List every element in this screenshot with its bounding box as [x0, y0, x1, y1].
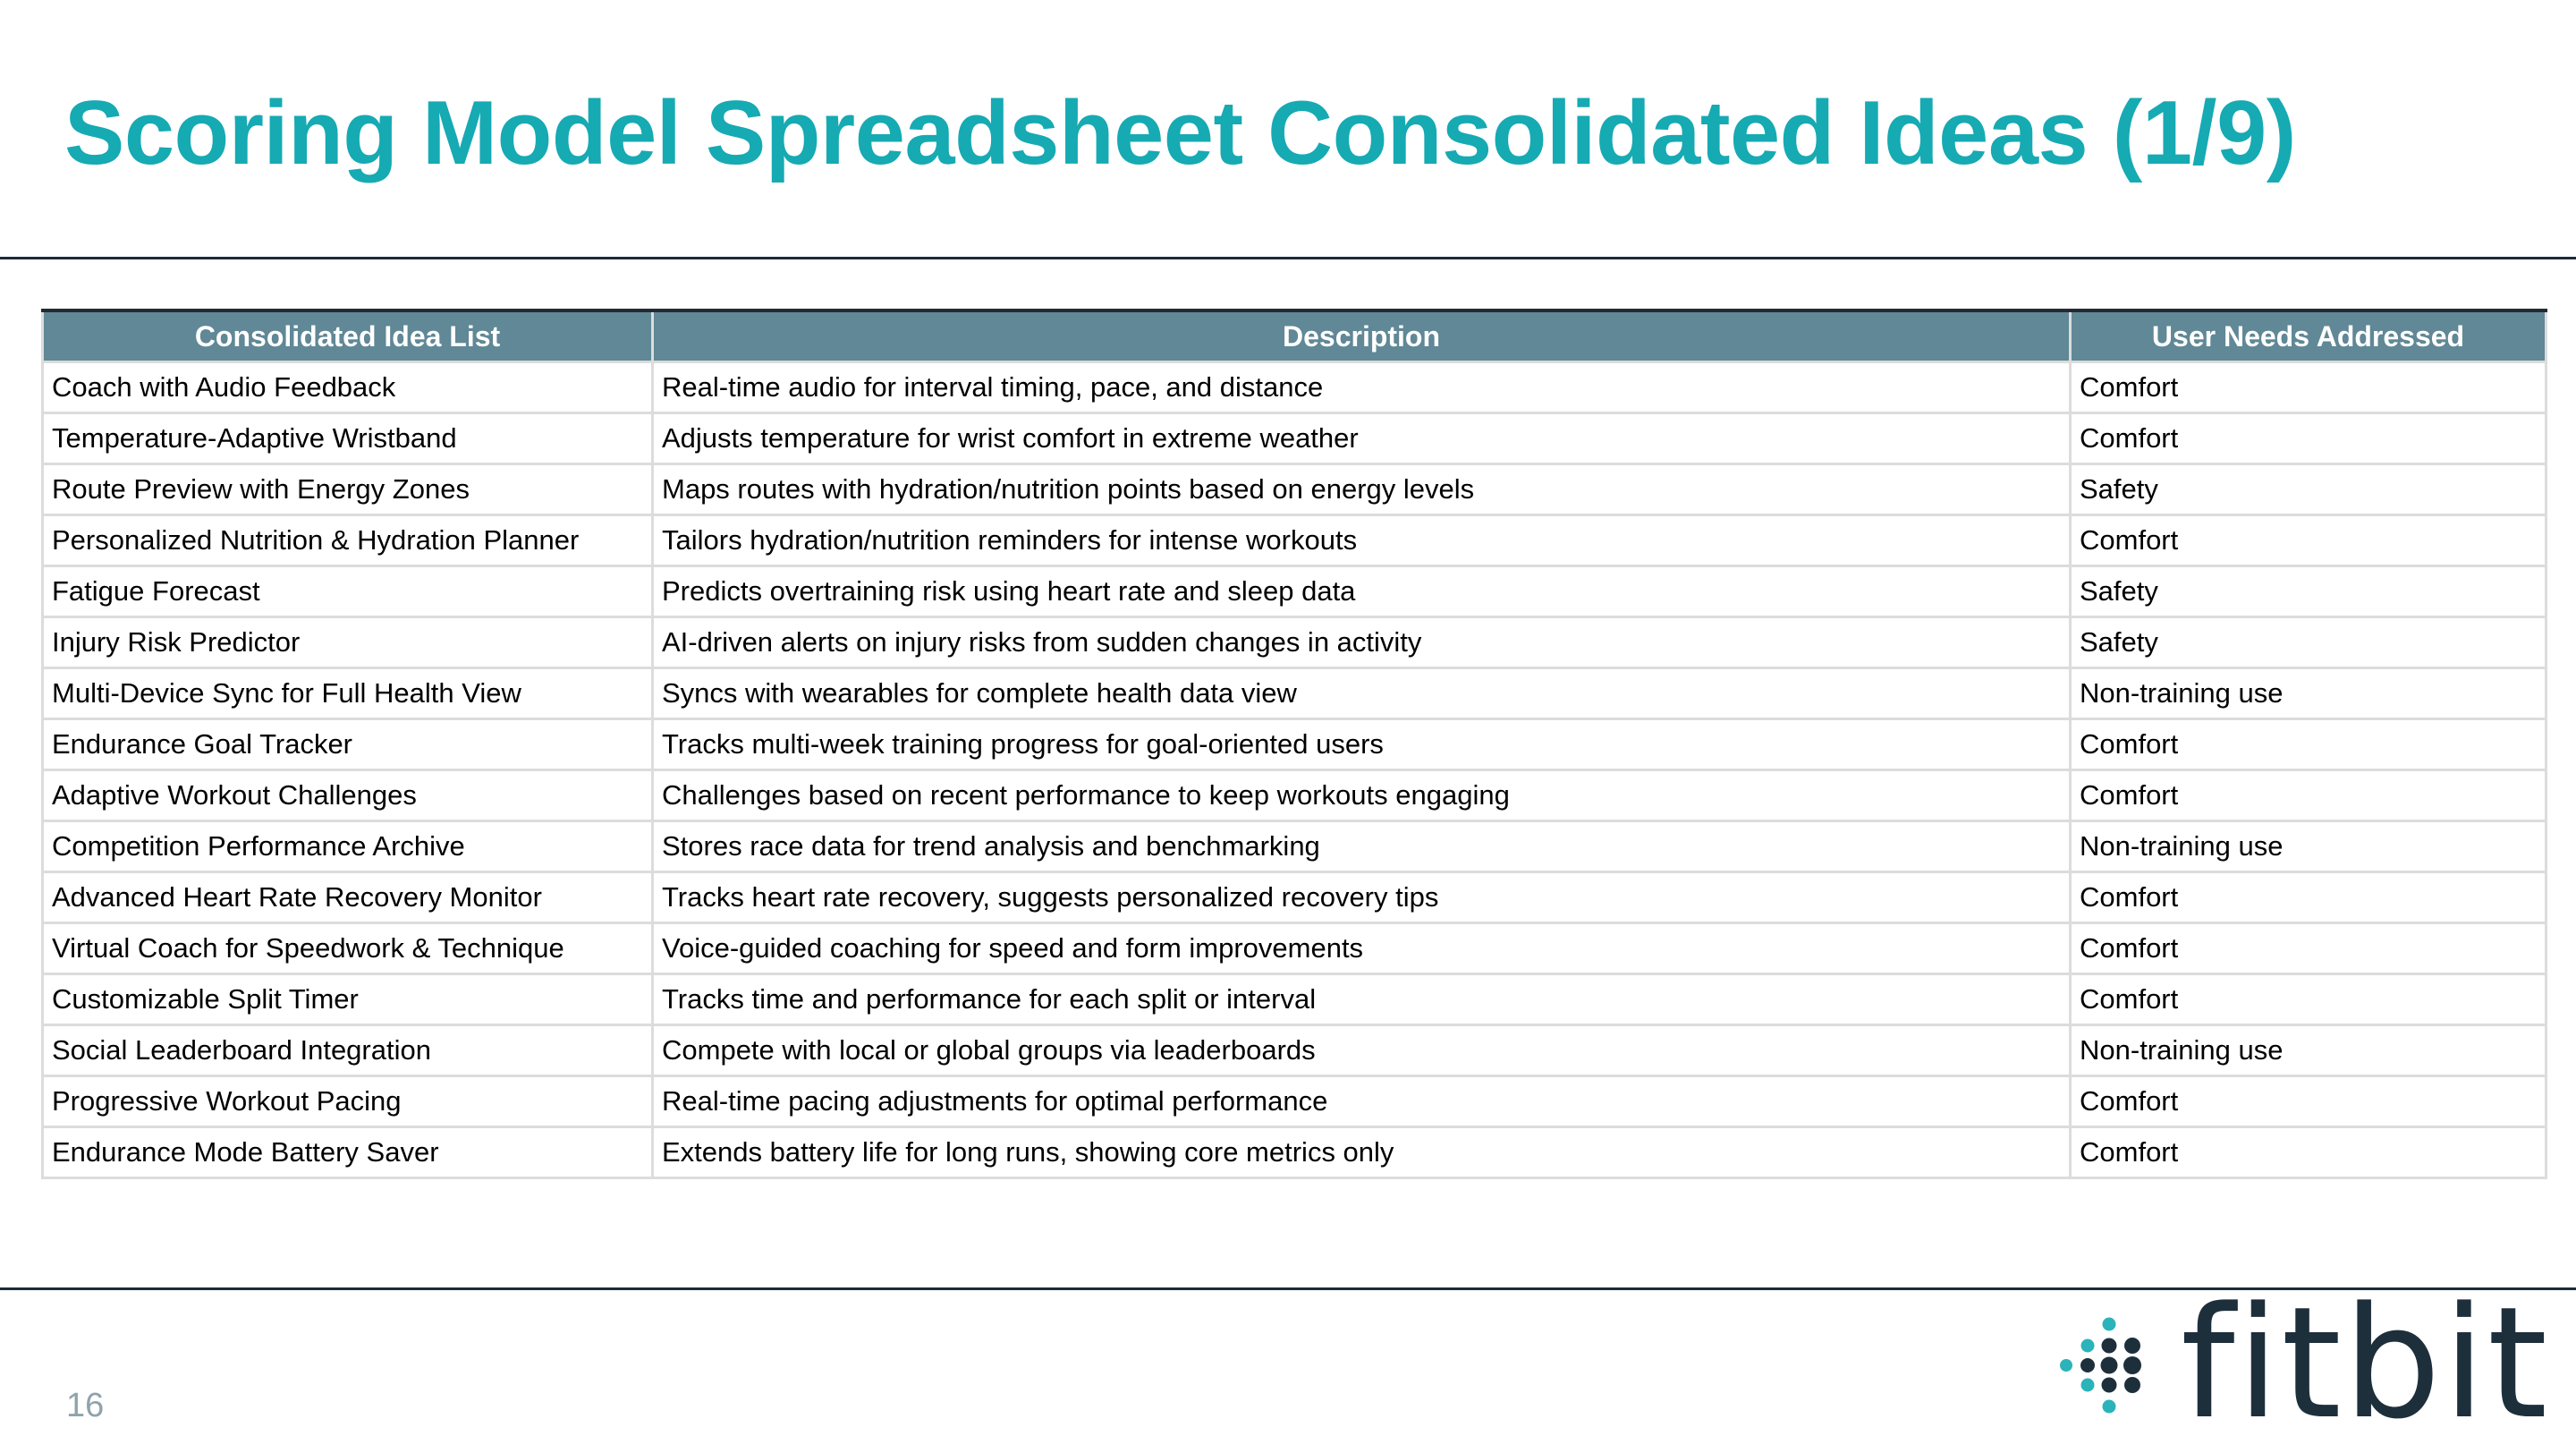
description-cell: AI-driven alerts on injury risks from sudden changes in activity [653, 617, 2071, 668]
table-row [43, 923, 2546, 974]
idea-cell: Adaptive Workout Challenges [43, 770, 653, 821]
idea-cell: Multi-Device Sync for Full Health View [43, 668, 653, 719]
idea-cell: Endurance Mode Battery Saver [43, 1127, 653, 1178]
description-cell: Tracks multi-week training progress for goal-oriented users [653, 719, 2071, 770]
user-need-cell: Comfort [2071, 923, 2546, 974]
description-cell: Adjusts temperature for wrist comfort in extreme weather [653, 413, 2071, 464]
description-cell: Maps routes with hydration/nutrition points based on energy levels [653, 464, 2071, 515]
top-divider [0, 257, 2576, 259]
idea-cell: Progressive Workout Pacing [43, 1076, 653, 1127]
table-row [43, 1127, 2546, 1178]
user-need-cell: Safety [2071, 566, 2546, 617]
description-cell: Syncs with wearables for complete health data view [653, 668, 2071, 719]
idea-cell: Fatigue Forecast [43, 566, 653, 617]
user-need-cell: Safety [2071, 464, 2546, 515]
user-need-cell: Comfort [2071, 1076, 2546, 1127]
header-description: Description [653, 310, 2071, 362]
header-idea-list: Consolidated Idea List [43, 310, 653, 362]
table-row [43, 821, 2546, 872]
header-user-needs: User Needs Addressed [2071, 310, 2546, 362]
table-row [43, 770, 2546, 821]
fitbit-logo [2057, 1273, 2550, 1453]
description-cell: Tracks heart rate recovery, suggests personalized recovery tips [653, 872, 2071, 923]
ideas-table [41, 309, 2547, 1179]
idea-cell: Competition Performance Archive [43, 821, 653, 872]
table-row [43, 566, 2546, 617]
idea-cell: Injury Risk Predictor [43, 617, 653, 668]
description-cell: Stores race data for trend analysis and benchmarking [653, 821, 2071, 872]
description-cell: Extends battery life for long runs, showing core metrics only [653, 1127, 2071, 1178]
description-cell: Voice-guided coaching for speed and form improvements [653, 923, 2071, 974]
table-row [43, 617, 2546, 668]
user-need-cell: Comfort [2071, 872, 2546, 923]
fitbit-dots-icon [2057, 1315, 2157, 1415]
idea-cell: Route Preview with Energy Zones [43, 464, 653, 515]
table-row [43, 515, 2546, 566]
user-need-cell: Comfort [2071, 362, 2546, 413]
description-cell: Challenges based on recent performance to keep workouts engaging [653, 770, 2071, 821]
idea-cell: Customizable Split Timer [43, 974, 653, 1025]
user-need-cell: Non-training use [2071, 668, 2546, 719]
table-row [43, 872, 2546, 923]
idea-cell: Temperature-Adaptive Wristband [43, 413, 653, 464]
description-cell: Real-time pacing adjustments for optimal performance [653, 1076, 2071, 1127]
table-row [43, 413, 2546, 464]
table-header-row [43, 310, 2546, 362]
idea-cell: Personalized Nutrition & Hydration Planner [43, 515, 653, 566]
description-cell: Real-time audio for interval timing, pace, and distance [653, 362, 2071, 413]
description-cell: Predicts overtraining risk using heart rate and sleep data [653, 566, 2071, 617]
user-need-cell: Comfort [2071, 770, 2546, 821]
description-cell: Compete with local or global groups via leaderboards [653, 1025, 2071, 1076]
user-need-cell: Comfort [2071, 974, 2546, 1025]
table-row [43, 464, 2546, 515]
page-number: 16 [66, 1387, 105, 1424]
table-row [43, 1076, 2546, 1127]
idea-cell: Advanced Heart Rate Recovery Monitor [43, 872, 653, 923]
user-need-cell: Non-training use [2071, 1025, 2546, 1076]
table-row [43, 668, 2546, 719]
user-need-cell: Comfort [2071, 413, 2546, 464]
idea-cell: Coach with Audio Feedback [43, 362, 653, 413]
user-need-cell: Comfort [2071, 1127, 2546, 1178]
idea-cell: Social Leaderboard Integration [43, 1025, 653, 1076]
table-row [43, 974, 2546, 1025]
idea-cell: Endurance Goal Tracker [43, 719, 653, 770]
user-need-cell: Comfort [2071, 719, 2546, 770]
idea-cell: Virtual Coach for Speedwork & Technique [43, 923, 653, 974]
table-row [43, 362, 2546, 413]
user-need-cell: Safety [2071, 617, 2546, 668]
table-row [43, 719, 2546, 770]
slide-title: Scoring Model Spreadsheet Consolidated Ideas (1/9) [64, 83, 2296, 183]
description-cell: Tailors hydration/nutrition reminders for intense workouts [653, 515, 2071, 566]
description-cell: Tracks time and performance for each split or interval [653, 974, 2071, 1025]
fitbit-wordmark: fitbit [2181, 1273, 2550, 1453]
table-row [43, 1025, 2546, 1076]
user-need-cell: Non-training use [2071, 821, 2546, 872]
user-need-cell: Comfort [2071, 515, 2546, 566]
